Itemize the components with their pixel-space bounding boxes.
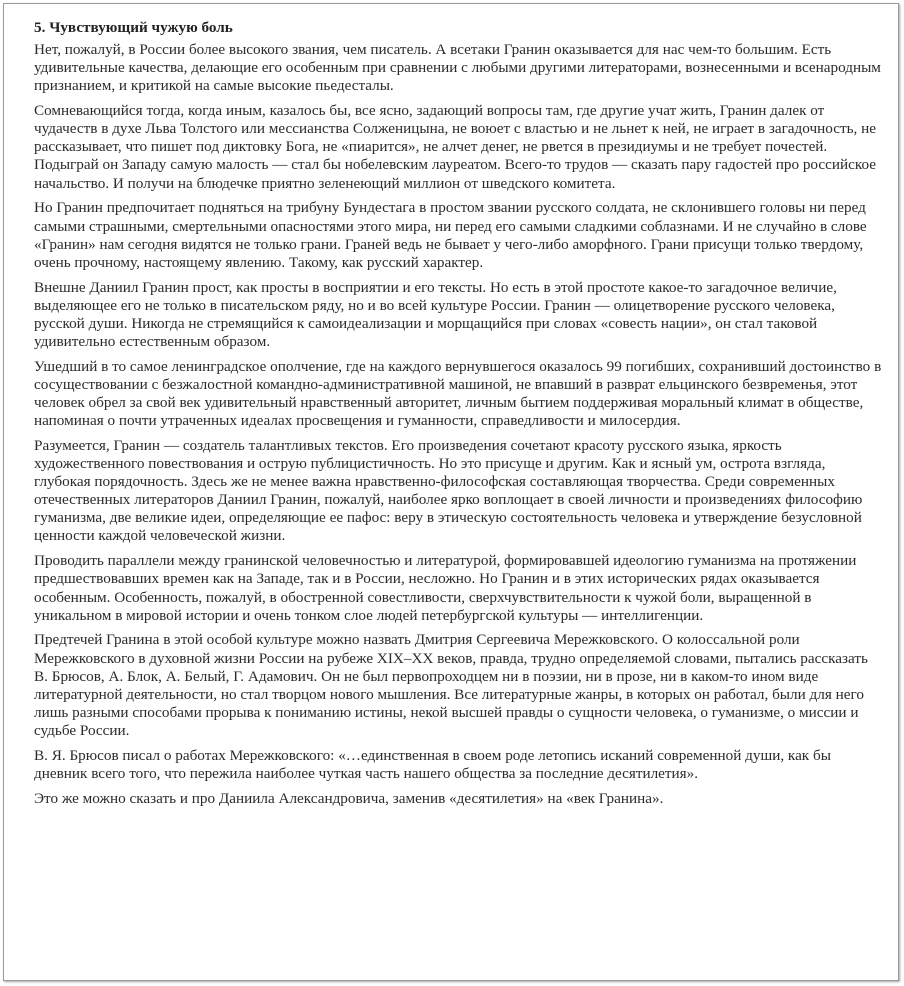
paragraph-8: Предтечей Гранина в этой особой культуре можно назвать Дмитрия Сергеевича Мережковского. О колоссальной роли Мережковского в духовной жизни России на рубеже XIX–XX веков, правда, трудно определяемой словами, пытались рассказать В. Брюсов, А. Блок, А. Белый, Г. Адамович. Он не был первопроходцем ни в поэзии, ни в прозе, ни в каком-то ином виде литературной деятельности, но стал творцом нового мышления. Все литературные жанры, в которых он работал, были для него лишь разными способами прорыва к пониманию истины, некой высшей правды о сущности человека, о гуманизме, о миссии и судьбе России. [34,631,868,739]
paragraph-4: Внешне Даниил Гранин прост, как просты в восприятии и его тексты. Но есть в этой простоте какое-то загадочное величие, выделяющее его не только в писательском ряду, но и во всей культуре России. Гранин — олицетворение русского человека, русской души. Никогда не стремящийся к самоидеализации и морщащийся при словах «совесть нации», он стал таковой удивительно естественным образом. [34,278,837,350]
paragraph-9: В. Я. Брюсов писал о работах Мережковского: «…единственная в своем роде летопись исканий современной души, как бы дневник всего того, что пережила наиболее чуткая часть нашего общества за последние десятилетия». [34,746,831,782]
section-heading: 5. Чувствующий чужую боль [34,19,233,36]
paragraph-1: Нет, пожалуй, в России более высокого звания, чем писатель. А всетаки Гранин оказывается для нас чем-то большим. Есть удивительные качества, делающие его особенным при сравнении с любыми другими литераторами, вознесенными и всенародным признанием, и критикой на самые высокие пьедесталы. [34,41,881,95]
document-page [3,3,899,981]
paragraph-10: Это же можно сказать и про Даниила Александровича, заменив «десятилетия» на «век Гранина». [34,789,664,807]
paragraph-3: Но Гранин предпочитает подняться на трибуну Бундестага в простом звании русского солдата, не склонившего головы ни перед самыми страшными, смертельными опасностями этого мира, ни перед его самыми сладкими соблазнами. И не случайно в слове «Гранин» нам сегодня видятся не только грани. Граней ведь не бывает у чего-либо аморфного. Грани присущи только твердому, очень прочному, настоящему явлению. Такому, как русский характер. [34,199,867,271]
paragraph-2: Сомневающийся тогда, когда иным, казалось бы, все ясно, задающий вопросы там, где другие учат жить, Гранин далек от чудачеств в духе Льва Толстого или мессианства Солженицына, не воюет с властью и не льнет к ней, не играет в загадочность, не рассказывает, что пишет под диктовку Бога, не «пиарится», не алчет денег, не рвется в президиумы и не требует почестей. Подыграй он Западу самую малость — стал бы нобелевским лауреатом. Всего-то трудов — сказать пару гадостей про российское начальство. И получи на блюдечке приятно зеленеющий миллион от шведского комитета. [34,102,877,192]
paragraph-5: Ушедший в то самое ленинградское ополчение, где на каждого вернувшегося оказалось 99 погибших, сохранивший достоинство в сосуществовании с безжалостной командно-административной машиной, не впавший в разврат ельцинского безвременья, этот человек обрел за свой век удивительный нравственный авторитет, личным бытием поддерживая моральный климат в обществе, напоминая о почти утраченных идеалах просвещения и гуманности, справедливости и милосердия. [34,357,882,430]
article [34,19,884,815]
paragraph-7: Проводить параллели между гранинской человечностью и литературой, формировавшей идеологию гуманизма на протяжении предшествовавших времен как на Западе, так и в России, несложно. Но Гранин и в этих исторических рядах оказывается особенным. Особенность, пожалуй, в обостренной совестливости, сверхчувствительности к чужой боли, выращенной в уникальном в мировой истории и очень тонком слое людей петербургской культуры — интеллигенции. [34,552,857,624]
paragraph-6: Разумеется, Гранин — создатель талантливых текстов. Его произведения сочетают красоту русского языка, яркость художественного повествования и острую публицистичность. Но это присуще и другим. Как и ясный ум, острота взгляда, глубокая порядочность. Здесь же не менее важна нравственно-философская составляющая творчества. Среди современных отечественных литераторов Даниил Гранин, пожалуй, наиболее ярко воплощает в своей личности и произведениях философию гуманизма, две великие идеи, определяющие ее пафос: веру в этическую состоятельность человека и утверждение безусловной ценности каждой человеческой жизни. [34,436,863,545]
